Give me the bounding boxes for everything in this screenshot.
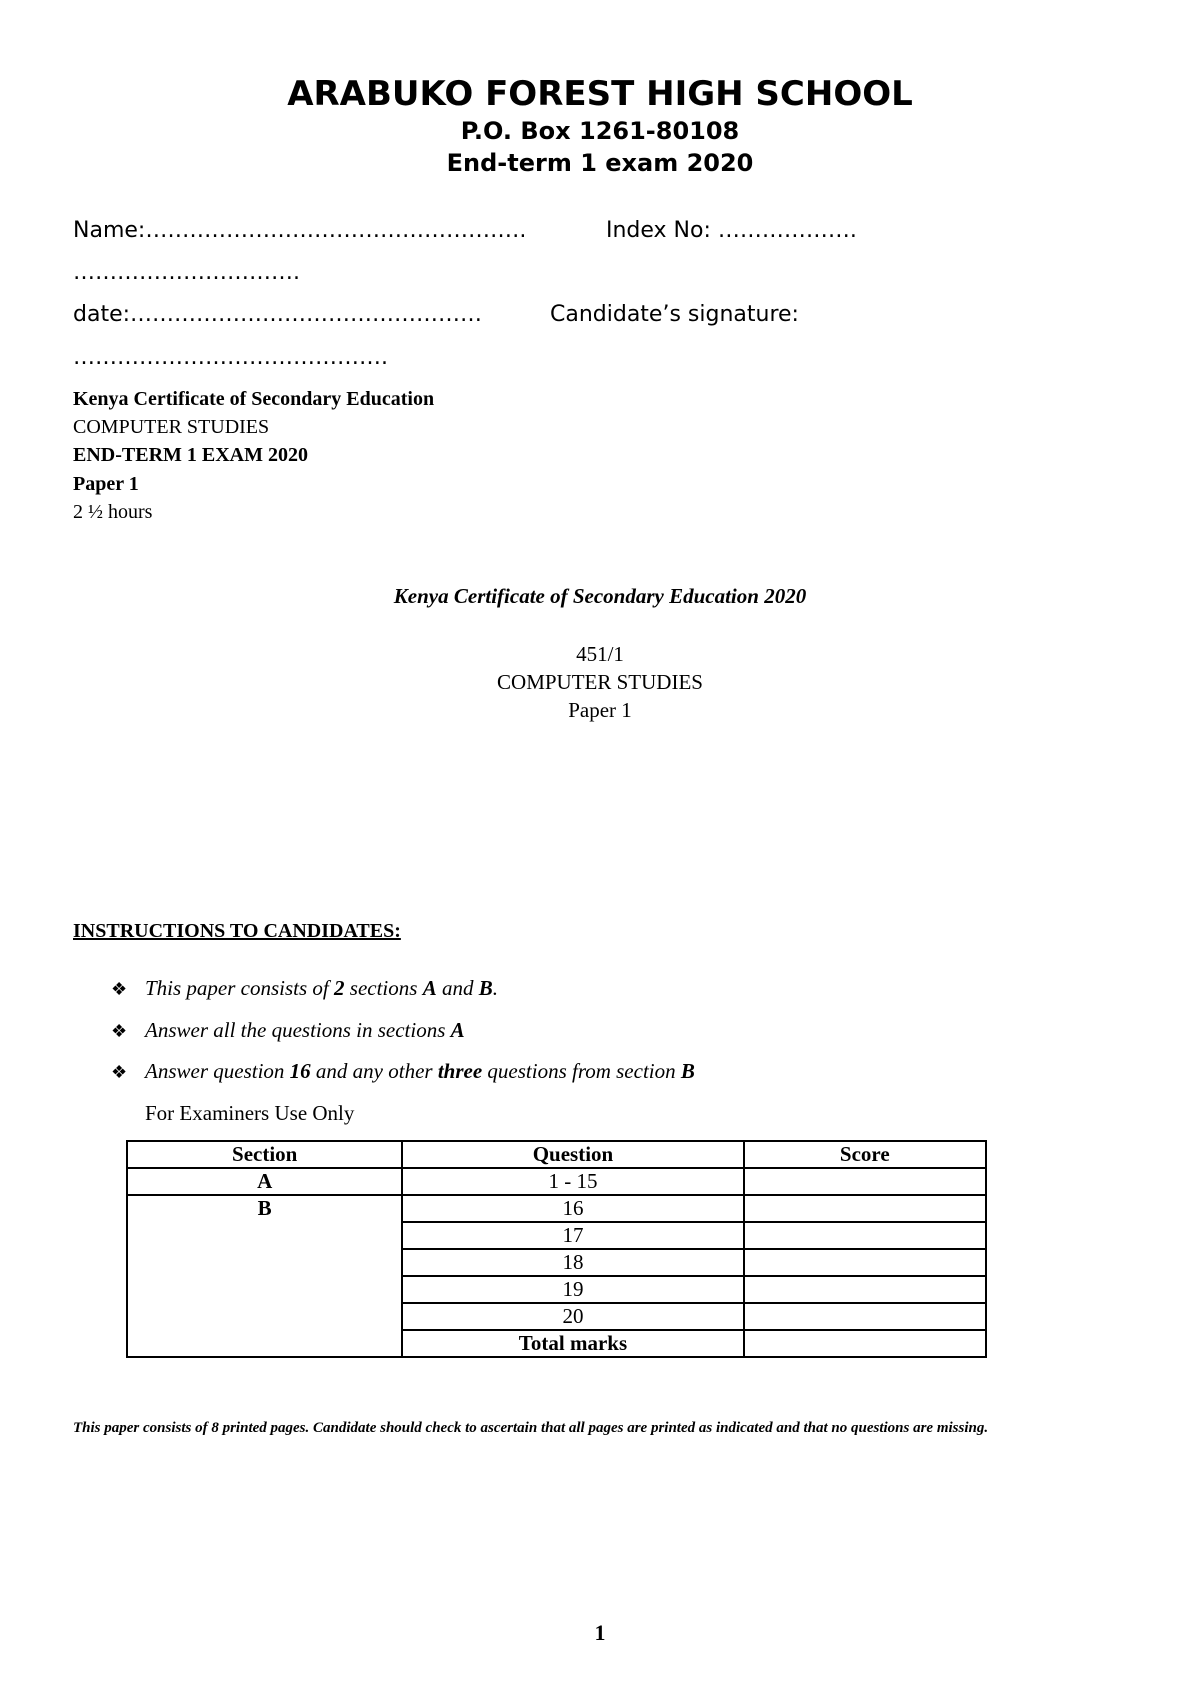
score-table bbox=[126, 1140, 987, 1358]
section-header: Section bbox=[127, 1141, 402, 1168]
diamond-bullet-icon: ❖ bbox=[111, 1021, 128, 1041]
table-header-row bbox=[127, 1141, 986, 1168]
index-no-continuation: …………………………. bbox=[73, 260, 300, 285]
score-cell[interactable] bbox=[744, 1249, 986, 1276]
instruction-item: ❖ This paper consists of 2 sections A and B. bbox=[111, 974, 498, 1003]
cover-subject: COMPUTER STUDIES bbox=[497, 670, 703, 694]
examiners-use-label: For Examiners Use Only bbox=[145, 1101, 355, 1125]
question-cell: 17 bbox=[402, 1222, 743, 1249]
footer-note: This paper consists of 8 printed pages. Candidate should check to ascertain that all pages are printed as indicated and that no questions are missing. bbox=[73, 1420, 989, 1436]
subject-label: COMPUTER STUDIES bbox=[73, 416, 270, 438]
date-field: date:………………………………………… bbox=[73, 302, 483, 327]
index-no-field: Index No: ………………. bbox=[606, 218, 857, 243]
exam-title: End-term 1 exam 2020 bbox=[446, 149, 754, 177]
paper-label: Paper 1 bbox=[73, 473, 139, 495]
instruction-item: ❖ Answer question 16 and any other three questions from section B bbox=[111, 1057, 695, 1086]
kcse-year-title: Kenya Certificate of Secondary Education 2020 bbox=[393, 584, 807, 608]
question-cell: 1 - 15 bbox=[402, 1168, 743, 1195]
instructions-heading: INSTRUCTIONS TO CANDIDATES: bbox=[73, 920, 401, 942]
question-cell: 16 bbox=[402, 1195, 743, 1222]
question-cell: 18 bbox=[402, 1249, 743, 1276]
name-field: Name:……………………………………………. bbox=[73, 218, 527, 243]
duration-label: 2 ½ hours bbox=[73, 501, 153, 523]
kcse-label: Kenya Certificate of Secondary Education bbox=[73, 388, 435, 410]
score-cell[interactable] bbox=[744, 1303, 986, 1330]
page-number: 1 bbox=[594, 1620, 606, 1645]
section-b-cell: B bbox=[127, 1195, 402, 1357]
total-marks-cell[interactable] bbox=[744, 1330, 986, 1357]
signature-continuation: ……………………………………. bbox=[73, 345, 388, 370]
table-row bbox=[127, 1168, 986, 1195]
school-name: ARABUKO FOREST HIGH SCHOOL bbox=[287, 74, 913, 114]
instruction-item: ❖ Answer all the questions in sections A bbox=[111, 1016, 465, 1045]
score-cell[interactable] bbox=[744, 1276, 986, 1303]
question-cell: 19 bbox=[402, 1276, 743, 1303]
cover-paper: Paper 1 bbox=[568, 698, 632, 722]
table-row bbox=[127, 1195, 986, 1222]
score-cell[interactable] bbox=[744, 1222, 986, 1249]
question-cell: 20 bbox=[402, 1303, 743, 1330]
exam-label: END-TERM 1 EXAM 2020 bbox=[73, 444, 308, 466]
paper-code: 451/1 bbox=[576, 642, 624, 666]
score-cell[interactable] bbox=[744, 1195, 986, 1222]
score-header: Score bbox=[744, 1141, 986, 1168]
po-box: P.O. Box 1261-80108 bbox=[460, 117, 740, 145]
section-a-cell: A bbox=[127, 1168, 402, 1195]
score-cell[interactable] bbox=[744, 1168, 986, 1195]
candidate-signature-field: Candidate’s signature: bbox=[550, 302, 799, 327]
diamond-bullet-icon: ❖ bbox=[111, 979, 128, 999]
total-marks-label: Total marks bbox=[402, 1330, 743, 1357]
question-header: Question bbox=[402, 1141, 743, 1168]
diamond-bullet-icon: ❖ bbox=[111, 1062, 128, 1082]
